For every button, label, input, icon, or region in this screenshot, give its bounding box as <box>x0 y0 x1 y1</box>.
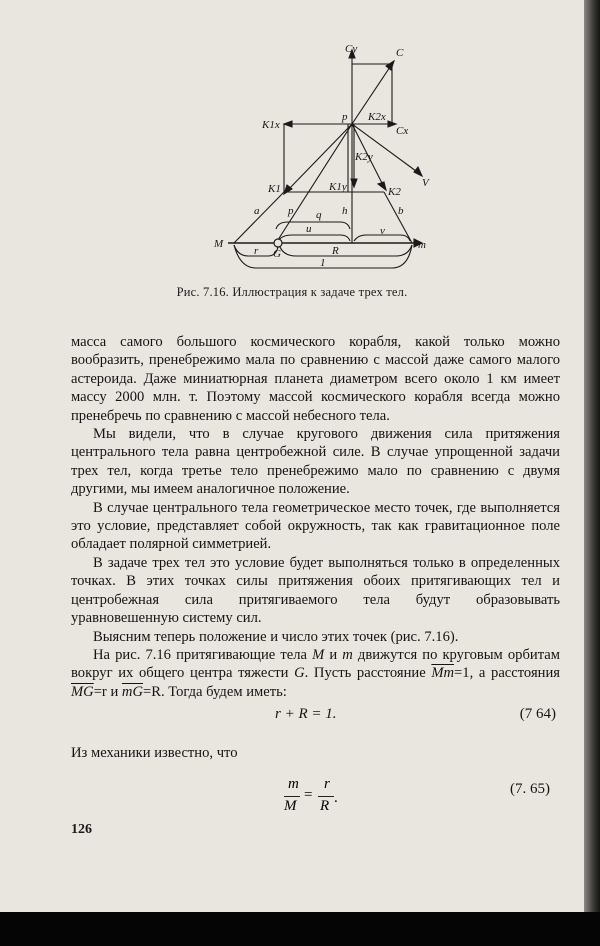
label-u: u <box>306 223 312 235</box>
label-k2: K2 <box>388 186 401 198</box>
label-p: p <box>288 205 294 217</box>
body-text <box>71 333 560 701</box>
page-edge <box>584 0 600 946</box>
label-p-top: p <box>342 111 348 123</box>
side-a <box>234 192 284 243</box>
figure-caption: Рис. 7.16. Иллюстрация к задаче трех тел. <box>176 285 408 299</box>
label-c: C <box>396 47 404 59</box>
intro-text: Из механики известно, что <box>71 745 238 761</box>
paragraph-6: На рис. 7.16 притягивающие тела M и m движутся по круговым орбитам вокруг их общего центра тяжести G. Пусть расстояние $\overline{Mm}=1$, а расстояния $\overline{MG}=r$ и $\overline{mG}=R$. Тогда будем иметь: <box>71 646 560 700</box>
frac-denominator-R: R <box>320 798 330 814</box>
frac-bar-left <box>284 796 300 797</box>
label-cy: Cy <box>345 43 358 55</box>
arrow-v <box>414 167 422 176</box>
three-body-figure <box>212 42 442 278</box>
label-R: R <box>332 245 339 257</box>
label-one: 1 <box>320 257 326 269</box>
label-k1y: K1y <box>329 181 347 193</box>
arrow-c <box>386 61 394 70</box>
paragraph-4: В задаче трех тел это условие будет выполняться только в определенных точках. В этих точках силы притяжения обоих притягивающих тел и центробежная сила притягиваемого тела будут образовывать уравновешенную систему сил. <box>71 554 560 627</box>
label-q: q <box>316 209 322 221</box>
frac-dot: . <box>334 790 338 806</box>
paragraph-5: Выясним теперь положение и число этих точек (рис. 7.16). <box>93 628 459 645</box>
arrow-k1x <box>284 121 292 127</box>
label-b: b <box>398 205 404 217</box>
label-v: V <box>422 177 429 189</box>
frac-equals: = <box>304 787 313 803</box>
paragraph-2: Мы видели, что в случае кругового движения сила притяжения центрального тела равна центробежной силе. В случае упрощенной задачи трех тел, когда третье тело пренебрежимо мало по сравнению с двумя другими, мы имеем аналогичное положение. <box>71 426 560 498</box>
formula-7-65 <box>282 776 352 820</box>
label-m: m <box>418 239 426 251</box>
frac-numerator-r: r <box>324 776 330 792</box>
bracket-u <box>278 235 350 241</box>
paragraph-3: В случае центрального тела геометрическое место точек, где выполняется это условие, представляет собой окружность, так как гравитационное поле обладает полярной симметрией. <box>71 499 560 553</box>
page-number: 126 <box>71 822 92 837</box>
bracket-R <box>280 245 412 256</box>
label-G: G <box>273 248 281 260</box>
formula-7-64-number: (7 64) <box>519 706 556 722</box>
frac-numerator-m: m <box>288 776 299 792</box>
label-k2y: K2y <box>355 151 373 163</box>
scan-border <box>0 912 600 946</box>
label-a: a <box>254 205 260 217</box>
label-M: M <box>214 238 224 250</box>
label-cx: Cx <box>396 125 409 137</box>
g-point <box>274 239 282 247</box>
formula-7-65-number: (7. 65) <box>510 781 550 797</box>
label-k1: K1 <box>268 183 281 195</box>
label-h: h <box>342 205 348 217</box>
label-k2x: K2x <box>368 111 386 123</box>
frac-bar-right <box>318 796 334 797</box>
paragraph-1: масса самого большого космического корабля, какой только можно вообразить, пренебрежимо мала по сравнению с массой даже самого малого астероида. Даже миниатюрная планета диаметром всего около 1 км имеет массу 2000 млн. т. Поэтому массой космического корабля всегда можно пренебречь по сравнению с массой небесного тела. <box>71 334 560 424</box>
frac-denominator-M: M <box>284 798 297 814</box>
label-v-small: v <box>380 225 385 237</box>
formula-7-64-expression: r + R = 1. <box>275 706 337 722</box>
label-r: r <box>254 245 259 257</box>
label-k1x: K1x <box>262 119 280 131</box>
arrow-k2 <box>378 182 386 190</box>
vector-v-line <box>352 124 420 174</box>
